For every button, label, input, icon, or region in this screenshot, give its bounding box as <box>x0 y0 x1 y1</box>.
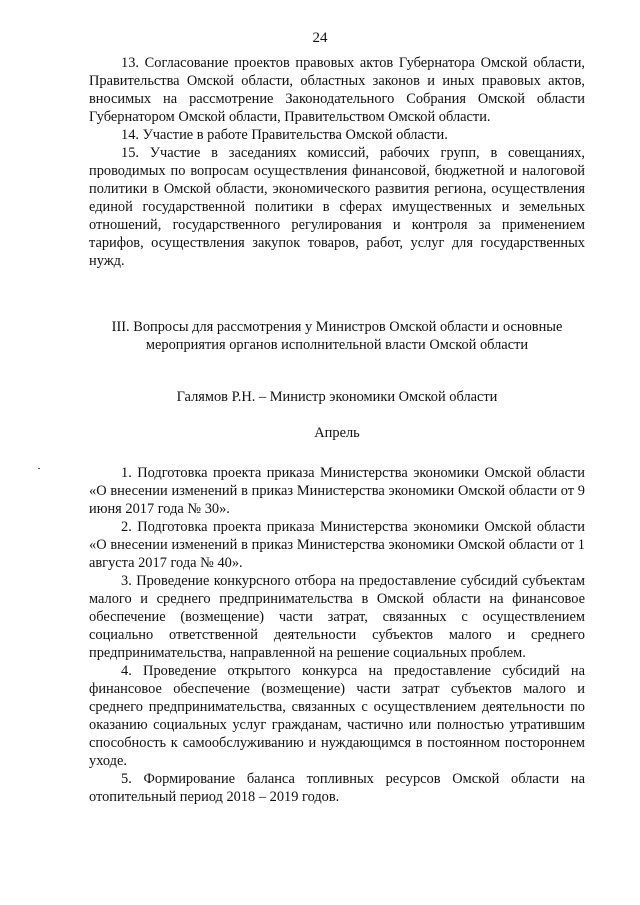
item-14: 14. Участие в работе Правительства Омской области. <box>121 127 448 143</box>
scan-speck <box>38 468 40 469</box>
section-title-line-1: III. Вопросы для рассмотрения у Министров Омской области и основные <box>111 319 563 335</box>
page-content <box>89 54 585 806</box>
section-title-line-2: мероприятия органов исполнительной власти Омской области <box>145 337 529 353</box>
april-item-1: 1. Подготовка проекта приказа Министерства экономики Омской области «О внесении изменений в приказ Министерства экономики Омской области от 9 июня 2017 года № 30». <box>89 465 585 517</box>
april-item-3: 3. Проведение конкурсного отбора на предоставление субсидий субъектам малого и среднего предпринимательства в Омской области на финансовое обеспечение (возмещение) части затрат, связанных с осуществлением социально ответственной деятельности субъектов малого и среднего предпринимательства, направленной на решение социальных проблем. <box>89 573 585 661</box>
page-number: 24 <box>312 30 328 46</box>
april-item-list <box>89 464 585 806</box>
april-item-5: 5. Формирование баланса топливных ресурсов Омской области на отопительный период 2018 – 2019 годов. <box>89 771 585 805</box>
month-heading: Апрель <box>314 425 360 441</box>
april-item-4: 4. Проведение открытого конкурса на предоставление субсидий на финансовое обеспечение (возмещение) части затрат субъектов малого и среднего предпринимательства, связанных с осуществлением деятельности по оказанию социальных услуг гражданам, частично или полностью утратившим способность к самообслуживанию и нуждающимся в постоянном постороннем уходе. <box>89 663 585 769</box>
april-item-2: 2. Подготовка проекта приказа Министерства экономики Омской области «О внесении изменений в приказ Министерства экономики Омской области от 1 августа 2017 года № 40». <box>89 519 585 571</box>
section-title <box>89 318 585 354</box>
minister-heading: Галямов Р.Н. – Министр экономики Омской области <box>176 389 498 405</box>
item-15: 15. Участие в заседаниях комиссий, рабочих групп, в совещаниях, проводимых по вопросам осуществления финансовой, бюджетной и налоговой политики в Омской области, экономического развития региона, осуществления единой государственной политики в сферах имущественных и земельных отношений, государственного регулирования и контроля за применением тарифов, осуществления закупок товаров, работ, услуг для государственных нужд. <box>89 145 585 269</box>
item-13: 13. Согласование проектов правовых актов Губернатора Омской области, Правительства Омской области, областных законов и иных правовых актов, вносимых на рассмотрение Законодательного Собрания Омской области Губернатором Омской области, Правительством Омской области. <box>89 55 585 125</box>
